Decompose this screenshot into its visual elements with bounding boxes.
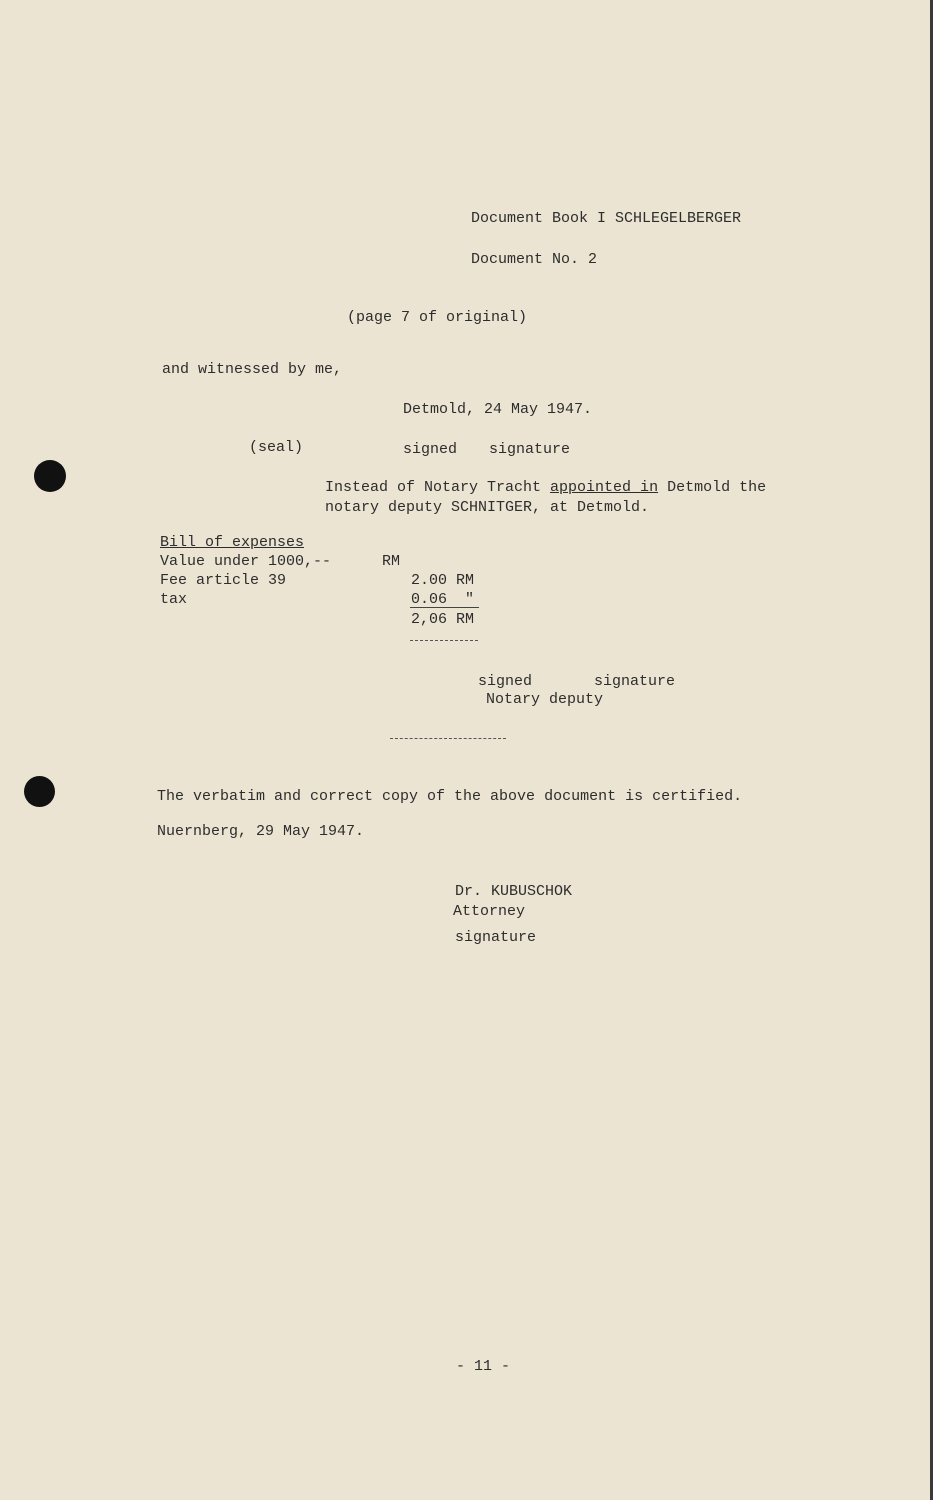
punch-hole	[34, 460, 66, 492]
punch-hole	[24, 776, 55, 807]
notary-signed-label: signed	[478, 673, 533, 690]
notary-statement-line-1	[325, 478, 766, 497]
notary-title: Notary deputy	[486, 691, 604, 708]
expense-tax-label: tax	[160, 591, 188, 608]
total-dash-rule	[410, 640, 478, 641]
certification-place-date: Nuernberg, 29 May 1947.	[157, 823, 365, 840]
document-number: Document No. 2	[471, 251, 598, 268]
page-number: - 11 -	[456, 1358, 511, 1375]
place-date: Detmold, 24 May 1947.	[403, 401, 593, 418]
expenses-title: Bill of expenses	[160, 534, 305, 551]
certification-statement: The verbatim and correct copy of the above document is certified.	[157, 788, 743, 805]
expense-total-amount: 2,06 RM	[411, 611, 475, 628]
notary-signature-label: signature	[594, 673, 676, 690]
signature-label: signature	[489, 441, 571, 458]
document-book-label: Document Book I SCHLEGELBERGER	[471, 210, 742, 227]
notary-statement-part: Detmold the	[658, 479, 767, 496]
attorney-name: Dr. KUBUSCHOK	[455, 883, 573, 900]
expense-fee-label: Fee article 39	[160, 572, 287, 589]
separator-dash-rule	[390, 738, 506, 739]
expense-value-label: Value under 1000,--	[160, 553, 332, 570]
seal-label: (seal)	[249, 439, 304, 456]
notary-statement-line-2: notary deputy SCHNITGER, at Detmold.	[325, 499, 650, 516]
notary-statement-underlined: appointed in	[550, 479, 659, 496]
expense-fee-amount: 2.00 RM	[411, 572, 475, 589]
page-of-original: (page 7 of original)	[347, 309, 528, 326]
attorney-signature-label: signature	[455, 929, 537, 946]
attorney-title: Attorney	[453, 903, 526, 920]
witnessed-text: and witnessed by me,	[162, 361, 343, 378]
signed-label: signed	[403, 441, 458, 458]
subtotal-rule	[410, 607, 479, 608]
notary-statement-part: Instead of Notary Tracht	[325, 479, 551, 496]
expense-tax-amount: 0.06 "	[411, 591, 475, 608]
expense-value-unit: RM	[382, 553, 401, 570]
